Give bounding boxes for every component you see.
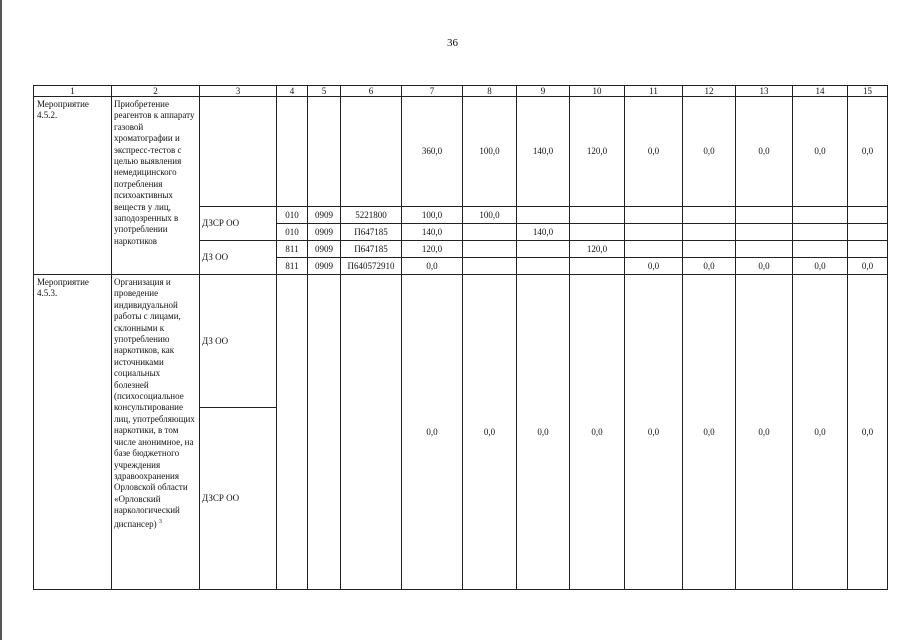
header-cell: 9 <box>517 86 570 97</box>
header-cell: 6 <box>341 86 402 97</box>
cell <box>625 207 683 224</box>
cell: П640572910 <box>341 258 402 275</box>
total-value: 0,0 <box>463 275 517 590</box>
code-cell <box>308 275 341 590</box>
cell: 0909 <box>308 207 341 224</box>
header-cell: 10 <box>570 86 625 97</box>
header-cell: 15 <box>848 86 888 97</box>
table-row <box>34 97 888 207</box>
total-value: 0,0 <box>517 275 570 590</box>
total-value: 0,0 <box>683 275 736 590</box>
cell: 120,0 <box>402 241 463 258</box>
header-cell: 1 <box>34 86 112 97</box>
cell: 811 <box>277 241 308 258</box>
cell <box>683 241 736 258</box>
total-value: 0,0 <box>736 97 793 207</box>
cell: 0,0 <box>848 258 888 275</box>
table-row <box>34 275 888 408</box>
executor-cell: ДЗ ОО <box>200 241 277 275</box>
cell: П647185 <box>341 241 402 258</box>
footnote-marker: 3 <box>158 518 162 525</box>
executor-cell: ДЗ ОО <box>200 275 277 408</box>
cell: 0,0 <box>683 258 736 275</box>
budget-table <box>33 85 888 590</box>
measure-description: Приобретение реагентов к аппарату газовой хроматографии и экспресс-тестов с целью выявления немедицинского потребления психоактивных веществ у лиц, заподозренных в употреблении наркотиков <box>112 97 200 275</box>
cell: П647185 <box>341 224 402 241</box>
cell: 100,0 <box>402 207 463 224</box>
executor-cell <box>200 97 277 207</box>
cell <box>683 207 736 224</box>
cell <box>848 241 888 258</box>
cell <box>463 241 517 258</box>
cell: 100,0 <box>463 207 517 224</box>
cell <box>570 258 625 275</box>
code-cell <box>277 97 308 207</box>
cell <box>570 207 625 224</box>
cell <box>736 224 793 241</box>
cell: 120,0 <box>570 241 625 258</box>
total-value: 0,0 <box>848 275 888 590</box>
header-cell: 3 <box>200 86 277 97</box>
code-cell <box>277 275 308 590</box>
code-cell <box>341 275 402 590</box>
header-cell: 4 <box>277 86 308 97</box>
cell <box>736 241 793 258</box>
header-cell: 8 <box>463 86 517 97</box>
cell <box>683 224 736 241</box>
cell <box>625 241 683 258</box>
description-text: Организация и проведение индивидуальной работы с лицами, склонными к употреблению наркотиков, как источниками социальных болезней (психосоциальное консультирование лиц, употребляющих наркотики, в том числе анонимное, на базе бюджетного учреждения здравоохранения Орловской области «Орловский наркологический диспансер) <box>114 277 195 529</box>
header-cell: 7 <box>402 86 463 97</box>
total-value: 0,0 <box>625 275 683 590</box>
total-value: 0,0 <box>683 97 736 207</box>
cell <box>848 224 888 241</box>
cell <box>570 224 625 241</box>
measure-description <box>112 275 200 590</box>
cell: 0,0 <box>402 258 463 275</box>
total-value: 0,0 <box>736 275 793 590</box>
header-row <box>34 86 888 97</box>
cell: 140,0 <box>517 224 570 241</box>
cell <box>793 241 848 258</box>
cell: 010 <box>277 207 308 224</box>
cell: 0,0 <box>625 258 683 275</box>
cell <box>625 224 683 241</box>
cell <box>517 258 570 275</box>
code-cell <box>341 97 402 207</box>
cell: 0909 <box>308 241 341 258</box>
cell <box>517 207 570 224</box>
code-cell <box>308 97 341 207</box>
executor-cell: ДЗСР ОО <box>200 207 277 241</box>
total-value: 0,0 <box>570 275 625 590</box>
cell: 0909 <box>308 258 341 275</box>
cell: 5221800 <box>341 207 402 224</box>
cell <box>793 224 848 241</box>
cell: 811 <box>277 258 308 275</box>
cell <box>736 207 793 224</box>
header-cell: 5 <box>308 86 341 97</box>
header-cell: 14 <box>793 86 848 97</box>
scan-edge-line <box>0 0 2 640</box>
cell: 140,0 <box>402 224 463 241</box>
total-value: 0,0 <box>848 97 888 207</box>
cell <box>517 241 570 258</box>
cell <box>463 258 517 275</box>
total-value: 0,0 <box>402 275 463 590</box>
header-cell: 2 <box>112 86 200 97</box>
total-value: 360,0 <box>402 97 463 207</box>
cell: 0,0 <box>736 258 793 275</box>
cell: 0,0 <box>793 258 848 275</box>
cell: 010 <box>277 224 308 241</box>
executor-cell: ДЗСР ОО <box>200 408 277 590</box>
cell <box>848 207 888 224</box>
header-cell: 12 <box>683 86 736 97</box>
total-value: 140,0 <box>517 97 570 207</box>
header-cell: 11 <box>625 86 683 97</box>
cell <box>463 224 517 241</box>
page-number: 36 <box>447 37 458 49</box>
total-value: 0,0 <box>793 97 848 207</box>
header-cell: 13 <box>736 86 793 97</box>
total-value: 120,0 <box>570 97 625 207</box>
measure-label: Мероприятие 4.5.3. <box>34 275 112 590</box>
total-value: 100,0 <box>463 97 517 207</box>
cell <box>793 207 848 224</box>
cell: 0909 <box>308 224 341 241</box>
total-value: 0,0 <box>793 275 848 590</box>
total-value: 0,0 <box>625 97 683 207</box>
measure-label: Мероприятие 4.5.2. <box>34 97 112 275</box>
